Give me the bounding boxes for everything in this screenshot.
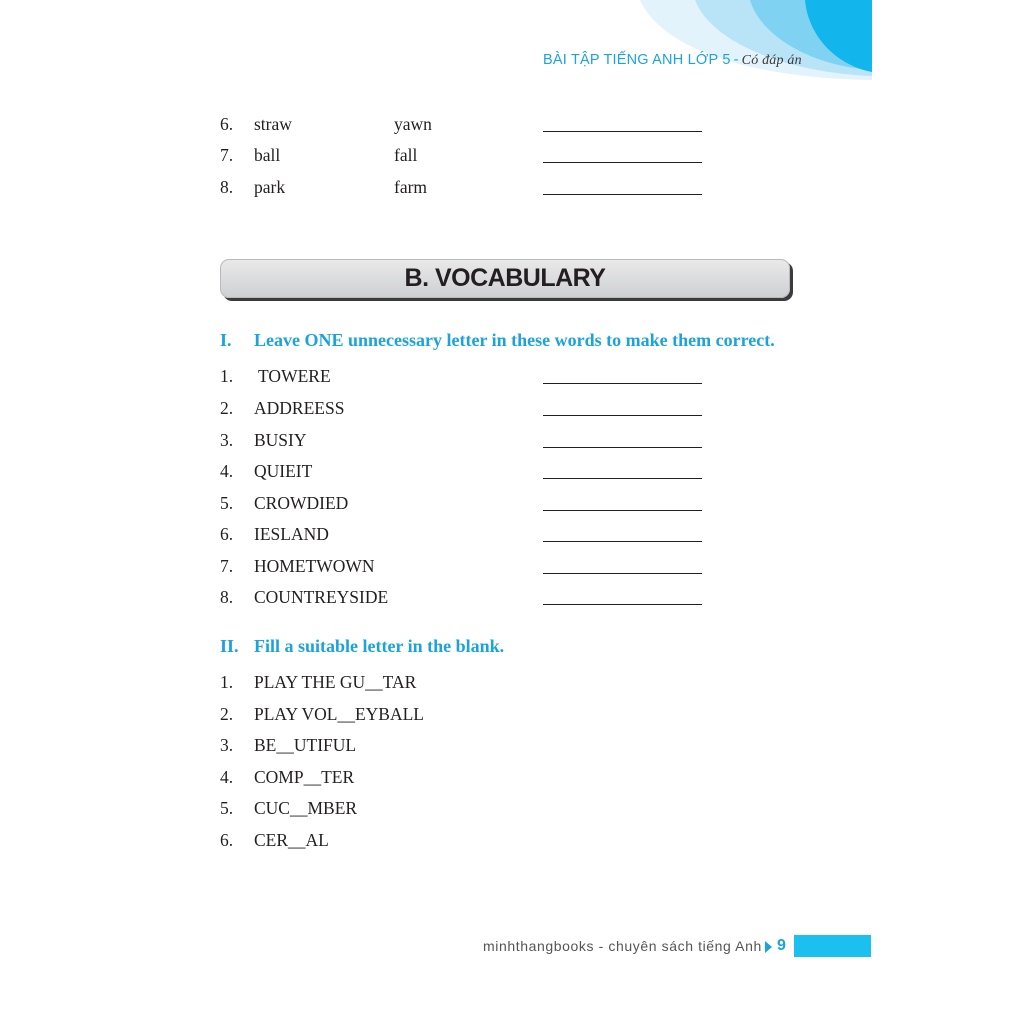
exercise-1-heading [220,330,775,351]
answer-blank [543,478,702,479]
answer-blank [543,415,702,416]
footer-publisher: minhthangbooks - chuyên sách tiếng Anh [483,938,762,954]
item-number: 4. [220,461,234,481]
answer-blank [543,162,702,163]
play-arrow-icon [765,941,772,953]
pair-word-1: ball [254,145,281,165]
item-number: 3. [220,430,234,450]
item-word: CROWDIED [254,493,349,513]
answer-blank [543,573,702,574]
exercise-number: II. [220,636,239,656]
answer-blank [543,131,702,132]
item-word: COMP__TER [254,767,355,787]
answer-blank [543,541,702,542]
item-number: 1. [220,672,234,692]
item-number: 7. [220,145,234,165]
item-word: TOWERE [254,366,331,386]
item-number: 6. [220,524,234,544]
answer-blank [543,604,702,605]
item-number: 1. [220,366,234,386]
section-banner [220,259,790,298]
item-number: 5. [220,798,234,818]
item-number: 6. [220,830,234,850]
header-separator: - [733,52,739,68]
item-word: CER__AL [254,830,329,850]
item-word: HOMETWOWN [254,556,375,576]
item-word: COUNTREYSIDE [254,587,389,607]
answer-blank [543,447,702,448]
answer-blank [543,510,702,511]
item-number: 6. [220,114,234,134]
answer-blank [543,383,702,384]
header-tagline: Có đáp án [741,53,802,68]
pair-word-2: farm [394,177,428,197]
item-number: 7. [220,556,234,576]
item-number: 2. [220,398,234,418]
exercise-instruction: Leave ONE unnecessary letter in these words to make them correct. [254,330,775,350]
pair-word-1: straw [254,114,292,134]
item-word: PLAY VOL__EYBALL [254,704,424,724]
item-word: CUC__MBER [254,798,358,818]
item-word: PLAY THE GU__TAR [254,672,417,692]
pair-word-1: park [254,177,286,197]
item-word: QUIEIT [254,461,313,481]
item-number: 8. [220,177,234,197]
footer-accent-bar [794,935,871,957]
item-number: 5. [220,493,234,513]
running-header [543,52,802,69]
item-word: ADDREESS [254,398,345,418]
item-number: 3. [220,735,234,755]
item-number: 2. [220,704,234,724]
item-word: BE__UTIFUL [254,735,357,755]
pair-word-2: fall [394,145,418,165]
item-word: IESLAND [254,524,329,544]
pair-word-2: yawn [394,114,432,134]
section-title: B. VOCABULARY [404,264,606,292]
item-number: 4. [220,767,234,787]
exercise-number: I. [220,330,232,350]
page-number: 9 [777,937,786,954]
item-word: BUSIY [254,430,307,450]
item-number: 8. [220,587,234,607]
exercise-2-heading [220,636,504,657]
book-title: BÀI TẬP TIẾNG ANH LỚP 5 [543,52,731,68]
answer-blank [543,194,702,195]
corner-wave-decoration [600,0,872,82]
exercise-instruction: Fill a suitable letter in the blank. [254,636,505,656]
